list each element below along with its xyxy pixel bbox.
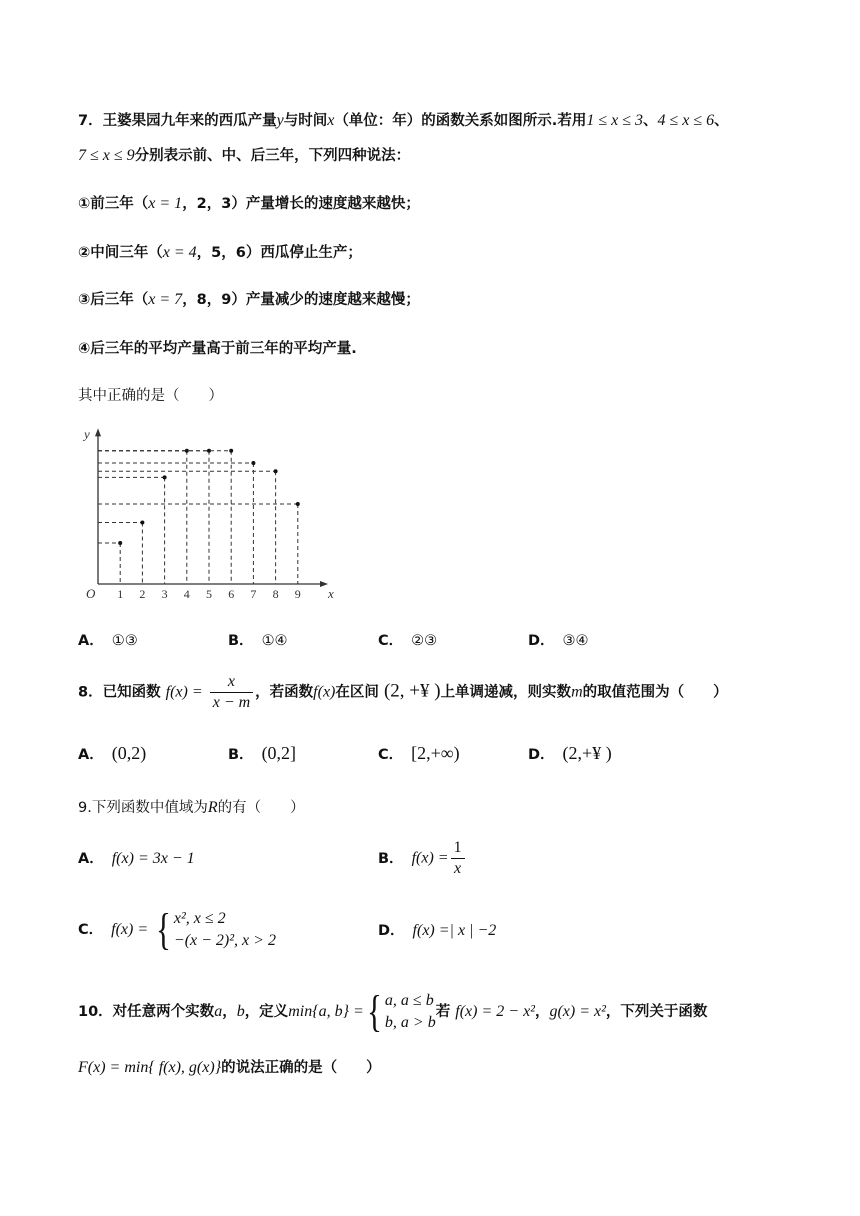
data-point xyxy=(118,541,122,545)
option-text: (0,2) xyxy=(111,743,147,763)
min-cases xyxy=(385,990,436,1034)
q8-option-b[interactable] xyxy=(228,742,296,766)
q7-statement-2 xyxy=(78,242,362,264)
s2-math: x = 4 xyxy=(162,244,197,261)
option-fx: f(x) = xyxy=(411,849,449,867)
q8-tail: 上单调递减，则实数 xyxy=(440,684,572,701)
y-axis-arrow-icon xyxy=(95,428,101,436)
cases xyxy=(174,908,276,952)
q8-fx: f(x) = xyxy=(165,683,203,701)
x-tick-label: 4 xyxy=(183,587,190,601)
q7-option-b[interactable] xyxy=(228,630,288,652)
data-point xyxy=(163,475,167,479)
x-tick-label: 2 xyxy=(139,587,146,601)
q9-line xyxy=(78,797,305,819)
option-text: ①④ xyxy=(261,633,288,649)
option-text: (0,2] xyxy=(261,743,297,763)
frac-num: 1 xyxy=(451,838,465,859)
q9-option-b[interactable] xyxy=(378,838,467,879)
data-point xyxy=(274,469,278,473)
q7-line2 xyxy=(78,145,410,167)
q8-option-a[interactable] xyxy=(78,742,146,766)
range-front: 1 ≤ x ≤ 3 xyxy=(586,112,643,129)
y-axis-label: y xyxy=(84,426,90,442)
option-text: ③④ xyxy=(562,633,589,649)
data-point xyxy=(140,521,144,525)
q10-lead: 10．对任意两个实数 xyxy=(78,1004,215,1020)
x-tick-label: 6 xyxy=(228,587,235,601)
q7-statement-3 xyxy=(78,289,420,311)
option-label: B． xyxy=(228,747,254,763)
x-tick-label: 1 xyxy=(117,587,124,601)
frac-num: x xyxy=(210,672,253,693)
sep: ， xyxy=(222,1004,237,1020)
x-tick-label: 7 xyxy=(250,587,257,601)
q9-option-d[interactable] xyxy=(378,920,496,942)
s2-b: ，5，6）西瓜停止生产； xyxy=(196,245,362,261)
q10-def: ，定义 xyxy=(244,1004,289,1020)
option-label: A． xyxy=(78,851,104,867)
q8-mid2: 在区间 xyxy=(335,684,379,701)
option-text: ②③ xyxy=(411,633,438,649)
q7-option-a[interactable] xyxy=(78,630,138,652)
q8-option-c[interactable] xyxy=(378,742,460,766)
def-g: g(x) = x² xyxy=(549,1003,606,1020)
q8-fraction xyxy=(210,672,253,713)
q9-option-c[interactable] xyxy=(78,905,276,954)
yield-chart xyxy=(70,424,334,604)
option-label: B． xyxy=(228,633,254,649)
def-F: F(x) = min{ f(x), g(x)} xyxy=(78,1059,222,1076)
x-axis-label: x xyxy=(328,586,334,601)
q7-text-b: 与时间 xyxy=(283,113,328,129)
option-label: B． xyxy=(378,850,404,867)
range-middle: 4 ≤ x ≤ 6 xyxy=(657,112,715,129)
q9-option-a[interactable] xyxy=(78,848,195,870)
s1-math: x = 1 xyxy=(148,195,183,212)
origin-label: O xyxy=(86,586,96,601)
var-R: R xyxy=(207,799,218,816)
q10-line1 xyxy=(78,987,708,1036)
data-point xyxy=(251,461,255,465)
option-label: D． xyxy=(528,747,555,763)
var-x: x xyxy=(327,112,335,129)
option-label: A． xyxy=(78,633,104,649)
def-f: f(x) = 2 − x² xyxy=(455,1003,535,1020)
q9-b-fraction xyxy=(451,838,465,879)
q7-ask: 其中正确的是（ ） xyxy=(78,388,223,404)
s2-a: ②中间三年（ xyxy=(78,245,163,261)
q8-lead: 8．已知函数 xyxy=(78,684,161,701)
option-label: C． xyxy=(378,747,404,763)
q7-statement-1 xyxy=(78,193,420,215)
option-text: ①③ xyxy=(111,633,138,649)
sep: ， xyxy=(534,1004,550,1020)
q8-option-d[interactable] xyxy=(528,742,612,766)
option-fx: f(x) = xyxy=(111,921,149,938)
sep: 、 xyxy=(714,113,729,129)
x-tick-label: 3 xyxy=(161,587,168,601)
q10-ruo: 若 xyxy=(435,1004,451,1020)
option-text: [2,+∞) xyxy=(411,743,460,763)
q7-text-c: （单位：年）的函数关系如图所示.若用 xyxy=(334,113,587,129)
q8-mid1: ，若函数 xyxy=(255,684,314,701)
x-tick-label: 8 xyxy=(272,587,279,601)
q8-tail2: 的取值范围为（ ） xyxy=(582,684,728,701)
s1-a: ①前三年（ xyxy=(78,196,149,212)
x-tick-label: 9 xyxy=(294,587,301,601)
case-2: b, a > b xyxy=(384,1014,436,1031)
range-back: 7 ≤ x ≤ 9 xyxy=(78,147,135,164)
brace-icon: { xyxy=(155,905,171,954)
case-1: a, a ≤ b xyxy=(384,992,434,1009)
var-a: a xyxy=(214,1003,223,1020)
option-label: C． xyxy=(78,922,104,938)
brace-icon: { xyxy=(366,987,382,1036)
q7-text-d: 分别表示前、中、后三年，下列四种说法： xyxy=(134,148,411,164)
q10-tail: ，下列关于函数 xyxy=(605,1004,708,1020)
q8-line xyxy=(78,672,728,713)
option-text: (2,+¥ ) xyxy=(562,743,612,763)
s3-a: ③后三年（ xyxy=(78,292,149,308)
q8-interval: (2, +¥ ) xyxy=(383,680,441,702)
frac-den: x − m xyxy=(212,694,251,711)
q9-tail: 的有（ ） xyxy=(217,800,305,816)
s3-b: ，8，9）产量减少的速度越来越慢； xyxy=(182,292,420,308)
case-1: x², x ≤ 2 xyxy=(173,910,226,927)
q7-text-a: 7．王婆果园九年来的西瓜产量 xyxy=(78,113,277,129)
data-point xyxy=(229,449,233,453)
q7-option-d[interactable] xyxy=(528,630,589,652)
option-text: f(x) = 3x − 1 xyxy=(111,850,195,867)
q7-statement-4: ④后三年的平均产量高于前三年的平均产量. xyxy=(78,341,357,357)
var-m: m xyxy=(571,683,583,701)
data-point xyxy=(296,502,300,506)
option-label: D． xyxy=(528,633,555,649)
option-label: C． xyxy=(378,633,404,649)
option-label: A． xyxy=(78,747,104,763)
min-def: min{a, b} = xyxy=(288,1003,364,1020)
q10-tail2: 的说法正确的是（ ） xyxy=(221,1060,381,1076)
q7-line1 xyxy=(78,110,729,132)
s3-math: x = 7 xyxy=(148,291,183,308)
case-2: −(x − 2)², x > 2 xyxy=(173,932,276,949)
option-text: f(x) =| x | −2 xyxy=(412,922,497,939)
q9-lead: 9.下列函数中值域为 xyxy=(78,800,208,816)
x-axis-arrow-icon xyxy=(320,581,328,587)
option-label: D． xyxy=(378,923,405,939)
var-b: b xyxy=(236,1003,245,1020)
q8-fx2: f(x) xyxy=(313,683,336,701)
q7-option-c[interactable] xyxy=(378,630,437,652)
x-tick-label: 5 xyxy=(206,587,212,601)
sep: 、 xyxy=(643,113,658,129)
q10-line2 xyxy=(78,1057,381,1079)
frac-den: x xyxy=(454,860,462,877)
var-y: y xyxy=(276,112,284,129)
s1-b: ，2，3）产量增长的速度越来越快； xyxy=(182,196,420,212)
